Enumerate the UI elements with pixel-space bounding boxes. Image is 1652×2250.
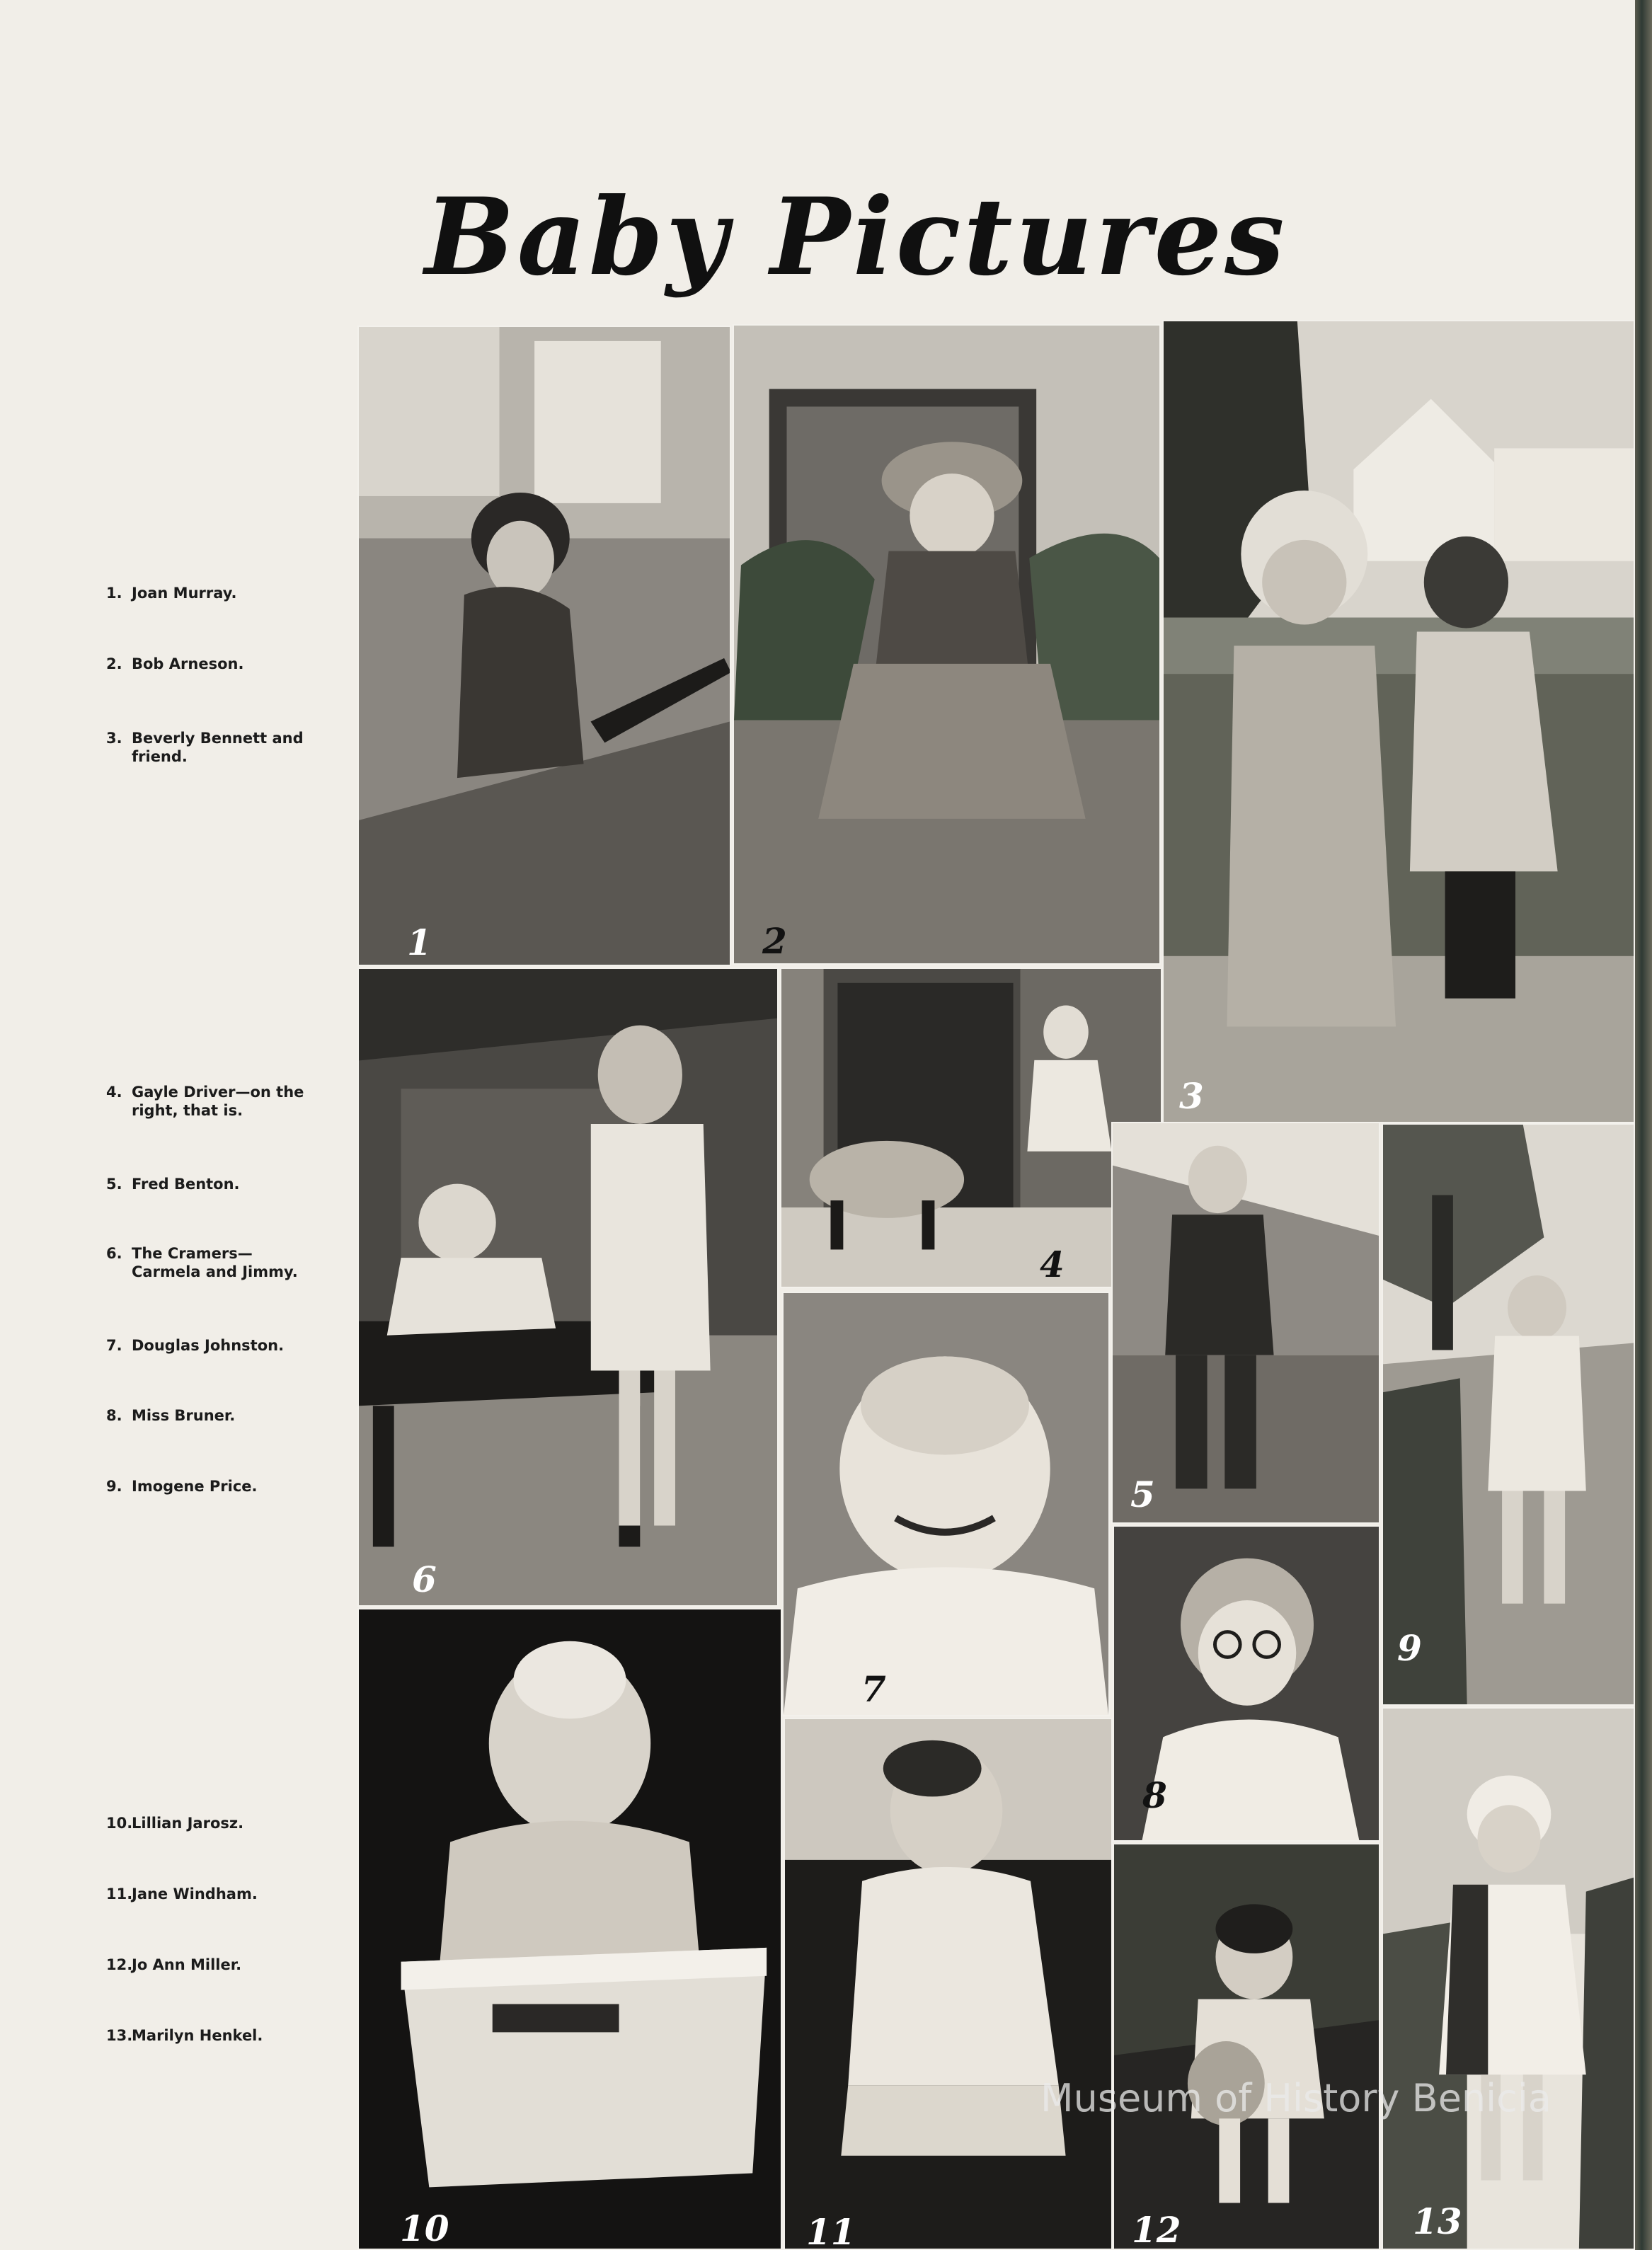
photo-12 — [1113, 1843, 1380, 2250]
caption-13: 13.Marilyn Henkel. — [106, 2027, 263, 2044]
caption-1: 1. Joan Murray. — [106, 585, 237, 602]
caption-2: 2. Bob Arneson. — [106, 655, 244, 672]
photo-11 — [784, 1718, 1113, 2250]
photo-number-2: 2 — [762, 920, 787, 962]
caption-5: 5. Fred Benton. — [106, 1176, 240, 1193]
photo-number-5: 5 — [1130, 1474, 1155, 1515]
photo-10 — [357, 1608, 782, 2250]
photo-13 — [1382, 1707, 1635, 2250]
photo-number-7: 7 — [861, 1668, 886, 1710]
photo-8 — [1113, 1525, 1380, 1842]
photo-2 — [733, 324, 1161, 965]
caption-12: 12.Jo Ann Miller. — [106, 1956, 242, 1973]
caption-6: 6. The Cramers— Carmela and Jimmy. — [106, 1245, 298, 1280]
photo-6 — [357, 968, 779, 1607]
photo-7 — [782, 1292, 1110, 1716]
photo-5 — [1111, 1122, 1380, 1524]
caption-3: 3. Beverly Bennett and friend. — [106, 730, 304, 765]
photo-number-1: 1 — [407, 922, 432, 963]
photo-number-13: 13 — [1413, 2200, 1462, 2242]
photo-number-3: 3 — [1179, 1075, 1204, 1117]
book-spine — [1635, 0, 1652, 2250]
photo-number-12: 12 — [1132, 2209, 1181, 2250]
caption-9: 9. Imogene Price. — [106, 1478, 258, 1495]
photo-number-9: 9 — [1397, 1627, 1422, 1669]
caption-10: 10.Lillian Jarosz. — [106, 1815, 244, 1832]
museum-watermark: Museum of History Benicia — [1040, 2076, 1551, 2120]
caption-8: 8. Miss Bruner. — [106, 1407, 236, 1424]
photo-9 — [1382, 1123, 1635, 1706]
page-title: Baby Pictures — [425, 175, 1287, 299]
caption-7: 7. Douglas Johnston. — [106, 1337, 285, 1354]
caption-11: 11.Jane Windham. — [106, 1885, 258, 1902]
photo-number-6: 6 — [412, 1559, 437, 1600]
photo-number-8: 8 — [1142, 1774, 1167, 1816]
photo-3 — [1162, 320, 1635, 1123]
photo-number-11: 11 — [806, 2211, 856, 2250]
photo-number-10: 10 — [400, 2208, 449, 2249]
photo-4 — [780, 968, 1162, 1288]
caption-4: 4. Gayle Driver—on the right, that is. — [106, 1084, 304, 1119]
photo-number-4: 4 — [1040, 1244, 1065, 1285]
photo-1 — [357, 326, 731, 966]
